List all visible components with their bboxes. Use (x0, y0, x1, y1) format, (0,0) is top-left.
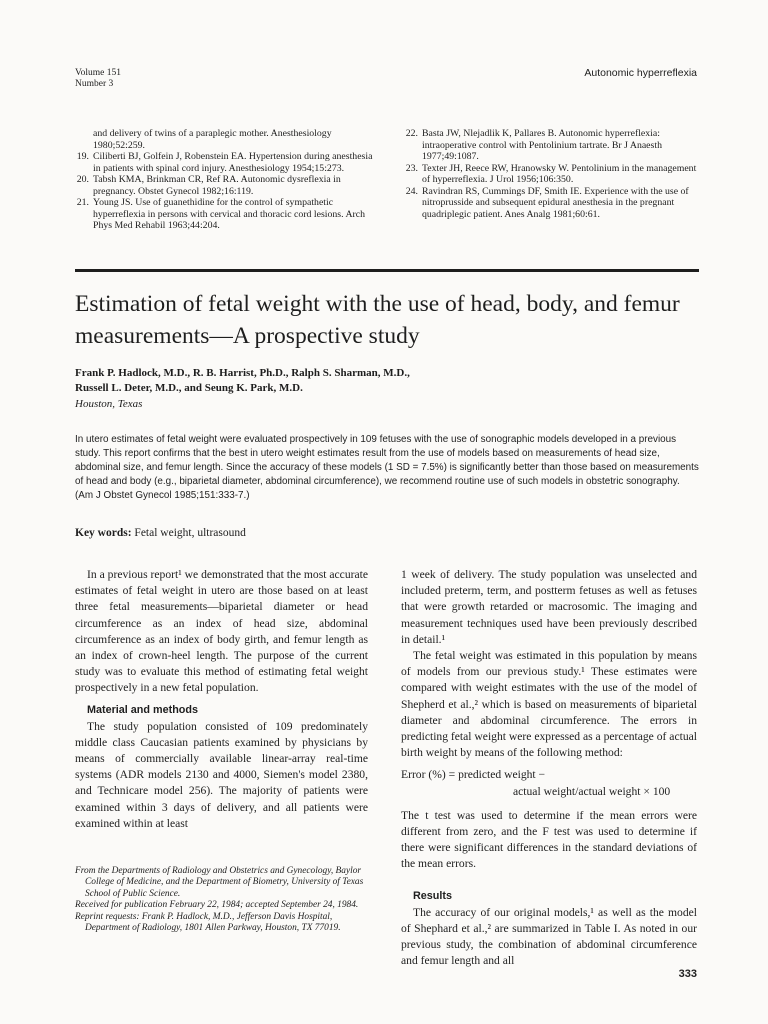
footnote-affiliation: From the Departments of Radiology and Obstetrics and Gynecology, Baylor College of Medicine, and the Department of Biometry, University of Texas School of Public Science. (75, 866, 364, 899)
paragraph: The accuracy of our original models,¹ as well as the model of Shephard et al.,² are summarized in Table I. As noted in our previous study, the combination of abdominal circumference and femur length and all (401, 905, 697, 968)
affiliation-location: Houston, Texas (75, 398, 143, 410)
references-right (405, 128, 698, 220)
paragraph: The t test was used to determine if the mean errors were different from zero, and the F test was used to determine if there were significant differences in the standard deviations of the mean errors. (401, 808, 697, 871)
article-title: Estimation of fetal weight with the use of head, body, and femur measurements—A prospective study (75, 291, 680, 349)
footnotes (75, 866, 371, 934)
paragraph: 1 week of delivery. The study population was unselected and included preterm, term, and postterm fetuses as well as fetuses that were growth retarded or macrosomic. The imaging and measurement techniques used have been previously described in detail.¹ (401, 568, 697, 646)
paragraph: In a previous report¹ we demonstrated that the most accurate estimates of fetal weight in utero are those based on at least three fetal measurements—biparietal diameter or head circumference as an index of head size, abdominal circumference as an index of body girth, and femur length as an index of crown-heel length. The purpose of the current study was to evaluate this method of estimating fetal weight prospectively in a new fetal population. (75, 568, 368, 695)
reference-item: 20. Tabsh KMA, Brinkman CR, Ref RA. Autonomic dysreflexia in pregnancy. Obstet Gynecol 1982;16:119. (76, 174, 341, 197)
reference-item: 24. Ravindran RS, Cummings DF, Smith IE. Experience with the use of nitroprusside and subsequent epidural anesthesia in the pregnant quadriplegic patient. Anes Analg 1981;60:61. (405, 185, 689, 220)
abstract: In utero estimates of fetal weight were evaluated prospectively in 109 fetuses with the use of sonographic models developed in a previous study. This report confirms that the best in utero weight estimates result from the use of models based on measurements of head size, abdominal size, and femur length. Since the accuracy of these models (1 SD = 7.5%) is significantly better than those based on measurements of head and body (e.g., biparietal diameter, abdominal circumference), we recommend routine use of such models in obstetric sonography. (Am J Obstet Gynecol 1985;151:333-7.) (75, 434, 699, 501)
reference-item: 21. Young JS. Use of guanethidine for the control of sympathetic hyperreflexia in persons with cervical and thoracic cord lesions. Arch Phys Med Rehabil 1963;44:204. (76, 197, 366, 231)
reference-item: 23. Texter JH, Reece RW, Hranowsky W. Pentolinium in the management of hyperreflexia. J Urol 1956;106:350. (405, 162, 697, 185)
section-heading-methods: Material and methods (87, 703, 198, 716)
paragraph: The study population consisted of 109 predominately middle class Caucasian patients examined by physicians by means of commercially available linear-array real-time systems (ADR models 2130 and 4000, Siemen's model 2380, and Technicare model 256). The majority of patients were examined within 3 days of delivery, and all patients were examined within at least (75, 719, 368, 830)
section-heading-results: Results (413, 889, 453, 902)
footnote-reprint: Reprint requests: Frank P. Hadlock, M.D., Jefferson Davis Hospital, Department of Radiology, 1801 Allen Parkway, Houston, TX 77019. (75, 911, 341, 934)
running-head: Autonomic hyperreflexia (584, 67, 697, 79)
volume-info (75, 68, 121, 90)
body-left-column (75, 567, 368, 832)
reference-item: and delivery of twins of a paraplegic mother. Anesthesiology 1980;52:259. (93, 128, 332, 151)
references-left (76, 128, 375, 232)
reference-item: 19. Ciliberti BJ, Golfein J, Robenstein EA. Hypertension during anesthesia in patients with spinal cord injury. Anesthesiology 1954;15:273. (76, 151, 373, 174)
formula-line-2: actual weight/actual weight × 100 (513, 784, 671, 798)
formula-line-1: Error (%) = predicted weight − (401, 768, 546, 782)
footnote-received: Received for publication February 22, 1984; accepted September 24, 1984. (75, 900, 359, 911)
page-number: 333 (678, 968, 697, 980)
body-right-column (401, 567, 697, 969)
keywords-label: Key words: (75, 527, 132, 539)
volume-label: Volume 151 (75, 68, 122, 78)
author-list (75, 366, 700, 396)
authors-line-1: Frank P. Hadlock, M.D., R. B. Harrist, Ph.D., Ralph S. Sharman, M.D., (75, 367, 410, 379)
keywords (75, 527, 700, 539)
keywords-text: Fetal weight, ultrasound (131, 527, 246, 539)
section-divider (75, 269, 699, 272)
authors-line-2: Russell L. Deter, M.D., and Seung K. Park, M.D. (75, 382, 303, 394)
paragraph: The fetal weight was estimated in this population by means of models from our previous study.¹ These estimates were compared with weight estimates with the use of the model of Shepherd et al.,² which is based on measurements of biparietal diameter and abdominal circumference. The errors in predicting fetal weight were expressed as a percentage of actual birth weight by means of the following method: (401, 649, 697, 760)
error-formula (401, 767, 697, 799)
reference-item: 22. Basta JW, Nlejadlik K, Pallares B. Autonomic hyperreflexia: intraoperative control with Pentolinium tartrate. Br J Anaesth 1977;49:1087. (405, 128, 662, 162)
number-label: Number 3 (75, 79, 114, 89)
